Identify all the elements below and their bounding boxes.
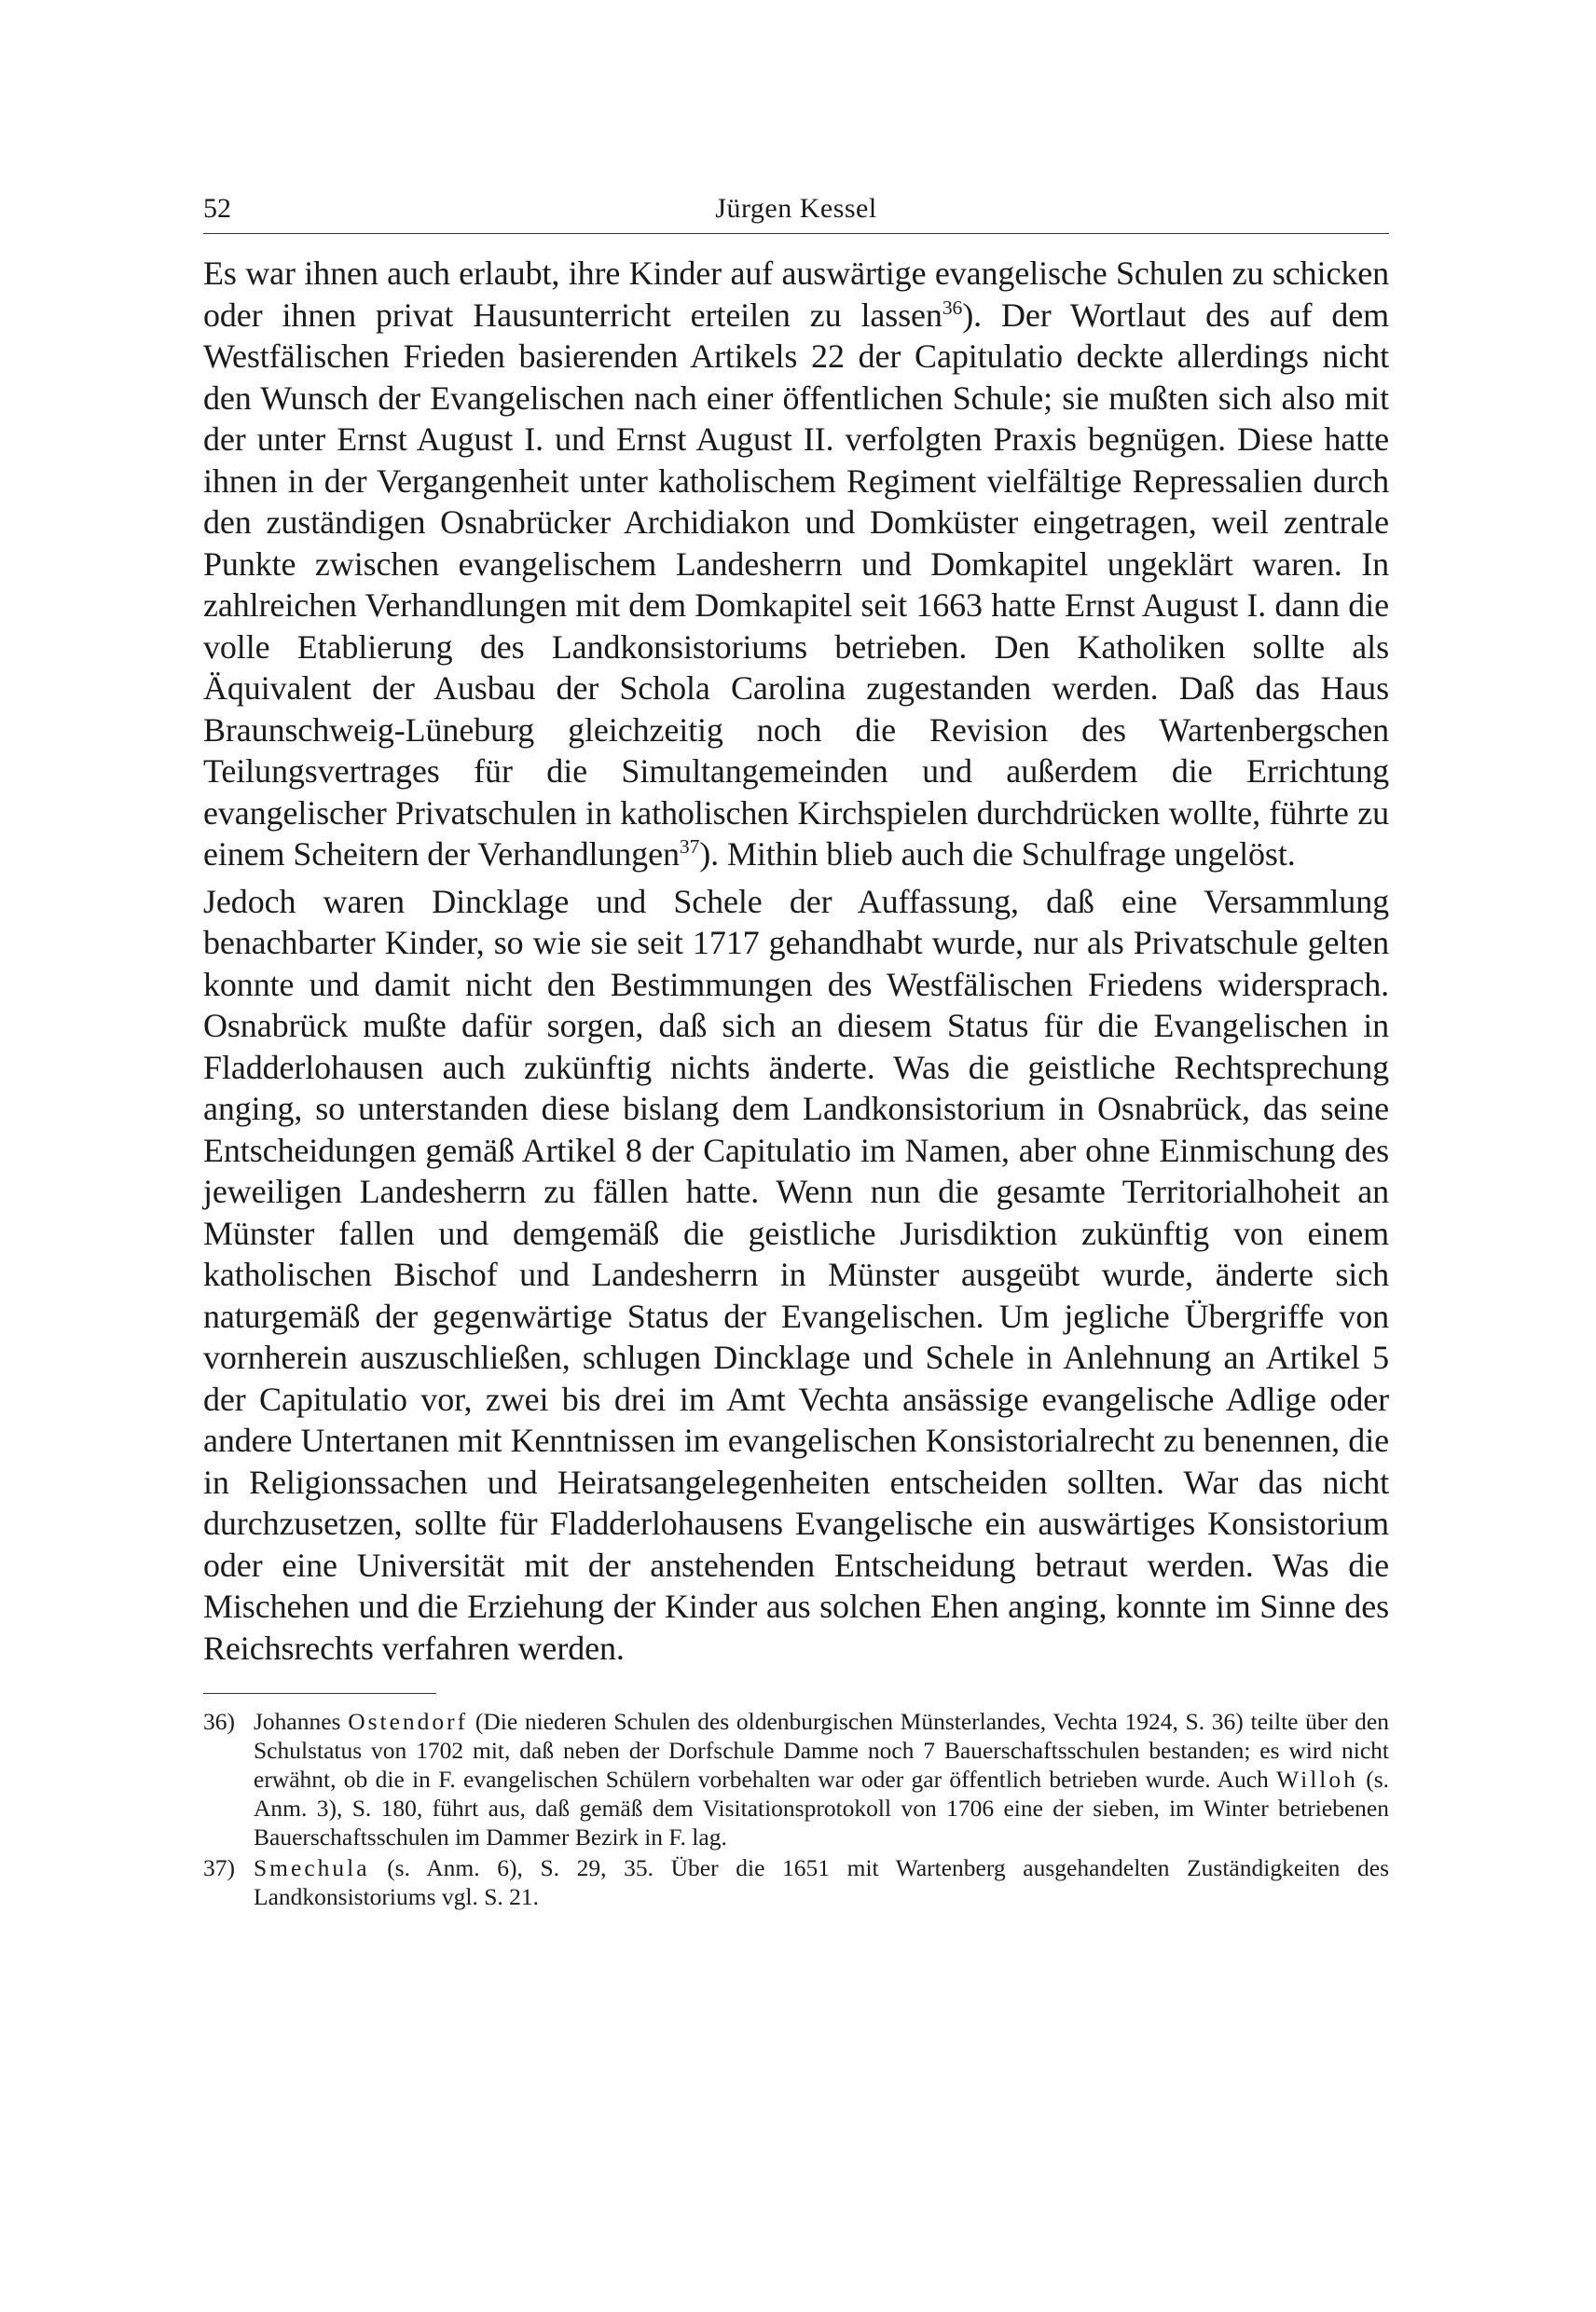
paragraph-1-text-a: Es war ihnen auch erlaubt, ihre Kinder auf auswärtige evangelische Schulen zu schicken oder ihnen privat Hausunterricht erteilen zu lassen [203,255,1389,334]
footnote-text: (Die niederen Schulen des oldenburgischen Münsterlandes, Vechta 1924, S. 36) teilte über den Schulstatus von 1702 mit, daß neben der Dorfschule Damme noch 7 Bauerschaftsschulen bestanden; es wird nicht erwähnt, ob die in F. evangelischen Schülern vorbehalten war oder gar öffentlich betrieben wurde. Auch [254,1708,1389,1793]
running-title: Jürgen Kessel [715,193,877,224]
paragraph-2: Jedoch waren Dincklage und Schele der Auffassung, daß eine Versammlung benachbarter Kinder, so wie sie seit 1717 gehandhabt wurde, nur als Privatschule gelten konnte und damit nicht den Bestimmungen des Westfälischen Friedens widersprach. Osnabrück mußte dafür sorgen, daß sich an diesem Status für die Evangelischen in Fladderlohausen auch zukünftig nichts änderte. Was die geistliche Rechtsprechung anging, so unterstanden diese bislang dem Landkonsistorium in Osnabrück, das seine Entscheidungen gemäß Artikel 8 der Capitulatio im Namen, aber ohne Einmischung des jeweiligen Landesherrn zu fällen hatte. Wenn nun die gesamte Territorialhoheit an Münster fallen und demgemäß die geistliche Jurisdiktion zukünftig von einem katholischen Bischof und Landesherrn in Münster ausgeübt wurde, änderte sich naturgemäß der gegenwärtige Status der Evangelischen. Um jegliche Übergriffe von vornherein auszuschließen, schlugen Dincklage und Schele in Anlehnung an Artikel 5 der Capitulatio vor, zwei bis drei im Amt Vechta ansässige evangelische Adlige oder andere Untertanen mit Kenntnissen im evangelischen Konsistorialrecht zu benennen, die in Religionssachen und Heiratsangelegenheiten entscheiden sollten. War das nicht durchzusetzen, sollte für Fladderlohausens Evangelische ein auswärtiges Konsistorium oder eine Universität mit der anstehenden Entscheidung betraut werden. Was die Mischehen und die Erziehung der Kinder aus solchen Ehen anging, konnte im Sinne des Reichsrechts verfahren werden. [203,882,1389,1667]
footnote-ref-36: 36 [942,296,963,319]
footnote-text: (s. Anm. 3), S. 180, führt aus, daß gemäß dem Visitationsprotokoll von 1706 eine der sieben, im Winter betriebenen Bauerschaftsschulen im Dammer Bezirk in F. lag. [254,1766,1390,1851]
book-page [203,186,1389,1911]
footnote-37 [203,1853,1389,1911]
footnote-author: Ostendorf [348,1708,469,1735]
footnote-text: (s. Anm. 6), S. 29, 35. Über die 1651 mit Wartenberg ausgehandelten Zuständigkeiten des Landkonsistoriums vgl. S. 21. [254,1854,1389,1910]
footnote-divider [203,1693,436,1694]
main-text [203,253,1389,1669]
footnote-mark: 36) [203,1708,235,1735]
paragraph-1-text-b: ). Der Wortlaut des auf dem Westfälischen Frieden basierenden Artikels 22 der Capitulatio deckte allerdings nicht den Wunsch der Evangelischen nach einer öffentlichen Schule; sie mußten sich also mit der unter Ernst August I. und Ernst August II. verfolgten Praxis begnügen. Diese hatte ihnen in der Vergangenheit unter katholischem Regiment vielfältige Repressalien durch den zuständigen Osnabrücker Archidiakon und Domküster eingetragen, weil zentrale Punkte zwischen evangelischem Landesherrn und Domkapitel ungeklärt waren. In zahlreichen Verhandlungen mit dem Domkapitel seit 1663 hatte Ernst August I. dann die volle Etablierung des Landkonsistoriums betrieben. Den Katholiken sollte als Äquivalent der Ausbau der Schola Carolina zugestanden werden. Daß das Haus Braunschweig-Lüneburg gleichzeitig noch die Revision des Wartenbergschen Teilungsvertrages für die Simultangemeinden und außerdem die Errichtung evangelischer Privatschulen in katholischen Kirchspielen durchdrücken wollte, führte zu einem Scheitern der Verhandlungen [203,296,1389,873]
page-number: 52 [203,193,231,224]
footnotes [203,1707,1389,1911]
footnote-ref-37: 37 [679,835,700,858]
paragraph-1 [203,253,1389,875]
page-header [203,186,1389,234]
footnote-text: Johannes [254,1708,349,1735]
paragraph-1-text-c: ). Mithin blieb auch die Schulfrage ungelöst. [699,835,1296,873]
footnote-mark: 37) [203,1854,235,1881]
footnote-author: Smechula [254,1854,370,1881]
footnote-author: Willoh [1276,1766,1358,1793]
footnote-36 [203,1707,1389,1851]
